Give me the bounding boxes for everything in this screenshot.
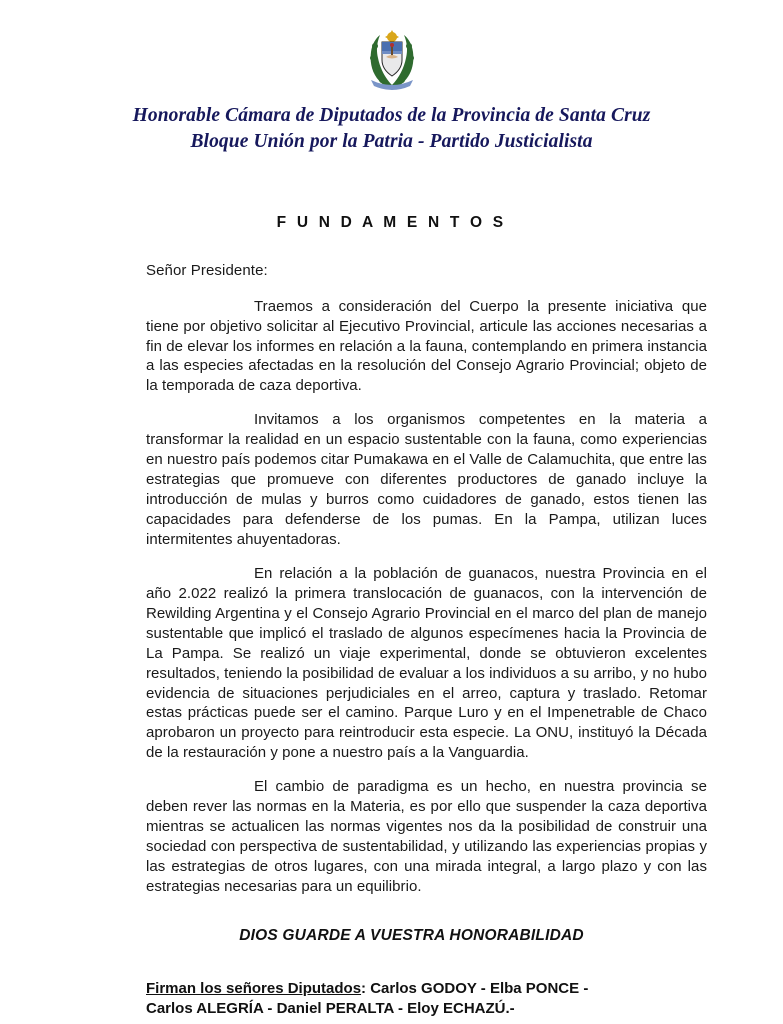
paragraph-1: Traemos a consideración del Cuerpo la presente iniciativa que tiene por objetivo solicitar al Ejecutivo Provincial, articule las acciones necesarias a fin de elevar los informes en relación a la fauna, contemplando en primera instancia a las especies afectadas en la resolución del Consejo Agrario Provincial; objeto de la temporada de caza deportiva. [146, 297, 707, 395]
signers-block [38, 979, 745, 1020]
coat-of-arms-icon [365, 30, 419, 92]
salutation: Señor Presidente: [146, 261, 268, 279]
closing-statement: DIOS GUARDE A VUESTRA HONORABILIDAD [239, 926, 584, 944]
document-body [38, 262, 745, 897]
letterhead-line-1: Honorable Cámara de Diputados de la Provincia de Santa Cruz [132, 105, 651, 126]
page-title: F U N D A M E N T O S [276, 213, 507, 231]
paragraph-2: Invitamos a los organismos competentes en la materia a transformar la realidad en un espacio sustentable con la fauna, como experiencias en nuestro país podemos citar Pumakawa en el Valle de Calamuchita, que entre las estrategias que promueve con diferentes productores de ganado incluye la introducción de mulas y burros como cuidadores de ganado, estos tienen las capacidades para defenderse de los pumas. En la Pampa, utilizan luces intermitentes ahuyentadoras. [146, 411, 707, 548]
signers-names: : Carlos GODOY - Elba PONCE - Carlos ALEGRÍA - Daniel PERALTA - Eloy ECHAZÚ.- [146, 979, 589, 1018]
letterhead-line-2: Bloque Unión por la Patria - Partido Justicialista [190, 131, 593, 153]
crest-container [38, 30, 745, 97]
letterhead [38, 103, 745, 156]
paragraph-4: El cambio de paradigma es un hecho, en nuestra provincia se deben rever las normas en la Materia, es por ello que suspender la caza deportiva mientras se actualicen las normas vigentes nos da la posibilidad de construir una sociedad con perspectiva de sustentabilidad, y utilizando las experiencias propias y las estrategias de otros lugares, con una mirada integral, a largo plazo y con las estrategias necesarias para un equilibrio. [146, 778, 707, 895]
signers-label: Firman los señores Diputados [146, 979, 362, 997]
paragraph-3: En relación a la población de guanacos, nuestra Provincia en el año 2.022 realizó la primera translocación de guanacos, con la intervención de Rewilding Argentina y el Consejo Agrario Provincial en el marco del plan de manejo sustentable que implicó el traslado de algunos especímenes hacia la Provincia de La Pampa. Se realizó un viaje experimental, donde se obtuvieron excelentes resultados, teniendo la posibilidad de evaluar a los individuos a su arribo, y no hubo evidencia de situaciones perjudiciales en el arreo, captura y traslado. Retomar estas prácticas puede ser el camino. Parque Luro y en el Impenetrable de Chaco aprobaron un proyecto para reintroducir esta especie. La ONU, instituyó la Década de la restauración y pone a nuestro país a la Vanguardia. [146, 564, 707, 762]
